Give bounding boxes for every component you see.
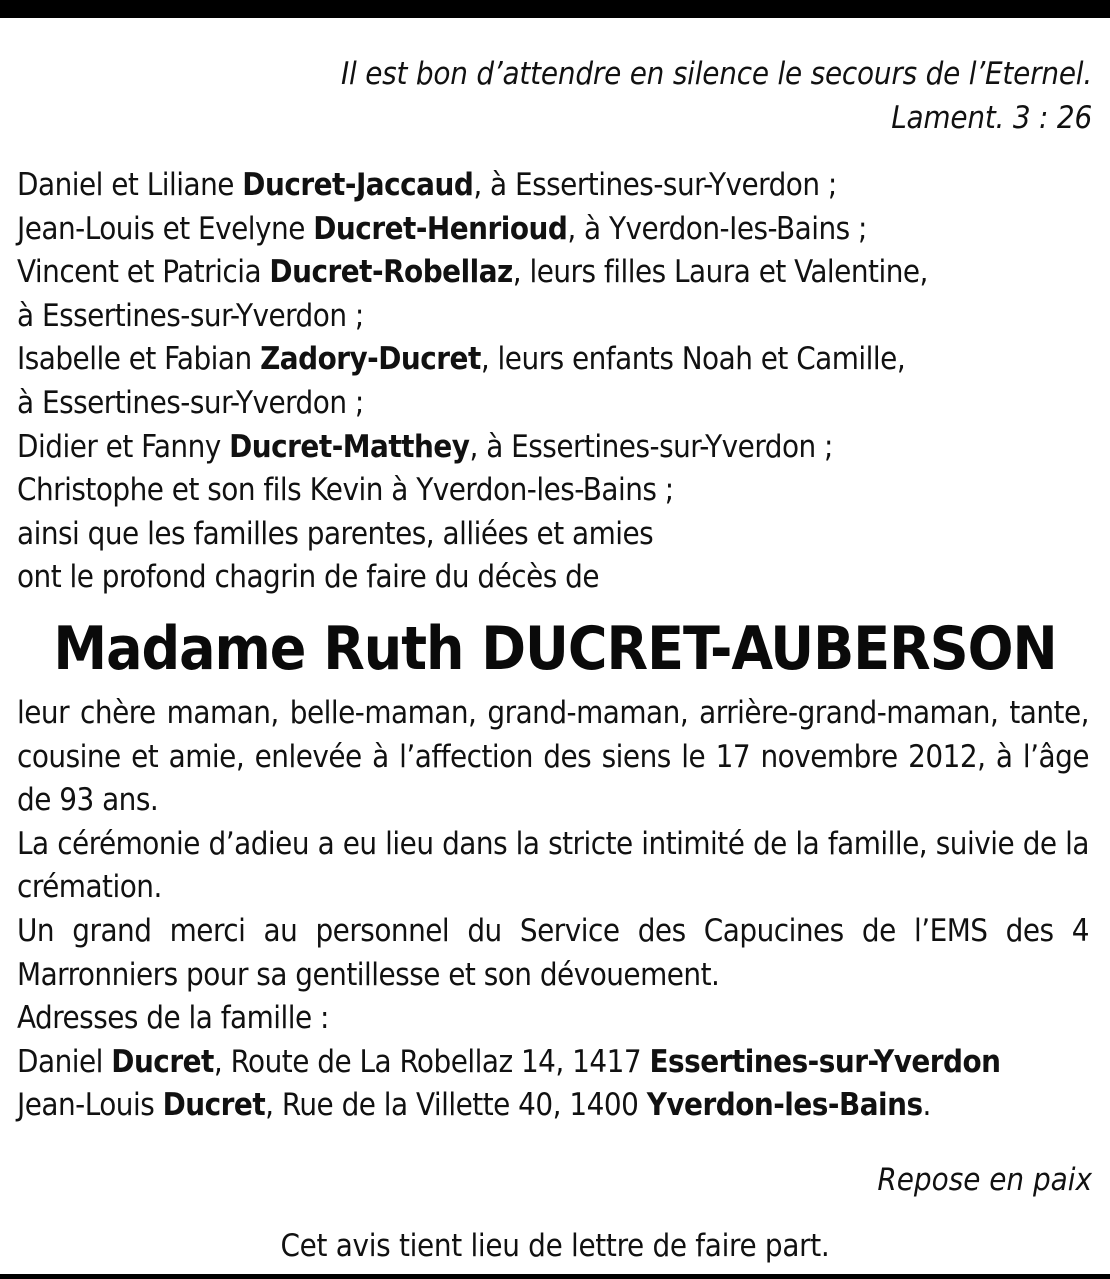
family-surname: Ducret-Robellaz <box>269 254 513 291</box>
closing-phrase: Repose en paix <box>877 1162 1092 1198</box>
address-text: , Rue de la Villette 40, 1400 <box>265 1087 647 1124</box>
family-line-text: , à Essertines-sur-Yverdon ; <box>473 167 837 203</box>
epigraph-reference: Lament. 3 : 26 <box>891 100 1092 136</box>
address-text: Daniel <box>17 1043 112 1080</box>
family-line-text: Didier et Fanny <box>17 428 230 465</box>
address-surname: Ducret <box>162 1087 266 1124</box>
footer-notice: Cet avis tient lieu de lettre de faire part. <box>280 1228 830 1264</box>
family-line-text: , à Yverdon-Ies-Bains ; <box>567 210 867 247</box>
addresses-label: Adresses de la famille : <box>17 1000 329 1037</box>
family-address <box>17 1084 1089 1128</box>
address-surname: Ducret <box>111 1043 214 1080</box>
family-line <box>17 208 1089 252</box>
epigraph-quote: Il est bon d’attendre en silence le secours de l’Eternel. <box>340 56 1092 92</box>
body-paragraph-thanks: Un grand merci au personnel du Service des Capucines de l’EMS des 4 Marronniers pour sa gentillesse et son dévouement. <box>17 912 1089 993</box>
family-line-text: Vincent et Patricia <box>17 254 270 291</box>
family-line <box>17 338 1089 382</box>
family-line: à Essertines-sur-Yverdon ; <box>17 384 364 421</box>
epigraph <box>341 52 1092 140</box>
family-line <box>17 164 1089 208</box>
family-surname: Ducret-Jaccaud <box>242 167 474 203</box>
family-line: ont le profond chagrin de faire du décès de <box>17 559 600 596</box>
family-line-text: Isabelle et Fabian <box>17 341 261 378</box>
family-line <box>17 251 1089 295</box>
family-surname: Ducret-Matthey <box>229 428 470 465</box>
address-city: Essertines-sur-Yverdon <box>649 1043 1001 1080</box>
family-line <box>17 426 1089 470</box>
address-text: , Route de La Robellaz 14, 1417 <box>213 1043 650 1080</box>
family-surname: Ducret-Henrioud <box>313 210 568 247</box>
address-city: Yverdon-les-Bains <box>646 1087 923 1124</box>
family-address <box>17 1041 1089 1085</box>
notice-body <box>17 692 1089 1128</box>
deceased-name-heading: Madame Ruth DUCRET-AUBERSON <box>53 614 1057 684</box>
bottom-border-rule <box>0 1274 1110 1279</box>
top-border-rule <box>0 0 1110 18</box>
family-line: ainsi que les familles parentes, alliées et amies <box>17 515 654 552</box>
family-line-text: , leurs enfants Noah et Camille, <box>480 341 906 378</box>
address-text: Jean-Louis <box>17 1087 163 1124</box>
family-line: Christophe et son fils Kevin à Yverdon-les-Bains ; <box>17 472 674 509</box>
family-surname: Zadory-Ducret <box>260 341 481 378</box>
family-line-text: Daniel et Liliane <box>17 167 243 203</box>
family-line-text: , leurs filles Laura et Valentine, <box>512 254 928 291</box>
body-paragraph-relationship: leur chère maman, belle-maman, grand-maman, arrière-grand-maman, tante, cousine et amie, enlevée à l’affection des siens le 17 novembre 2012, à l’âge de 93 ans. <box>17 695 1089 819</box>
family-line-text: , à Essertines-sur-Yverdon ; <box>469 428 833 465</box>
body-paragraph-ceremony: La cérémonie d’adieu a eu lieu dans la stricte intimité de la famille, suivie de la crémation. <box>17 825 1089 906</box>
address-text: . <box>922 1087 931 1124</box>
family-line-text: Jean-Louis et Evelyne <box>17 210 314 247</box>
family-list <box>17 164 1089 600</box>
family-line: à Essertines-sur-Yverdon ; <box>17 297 364 334</box>
